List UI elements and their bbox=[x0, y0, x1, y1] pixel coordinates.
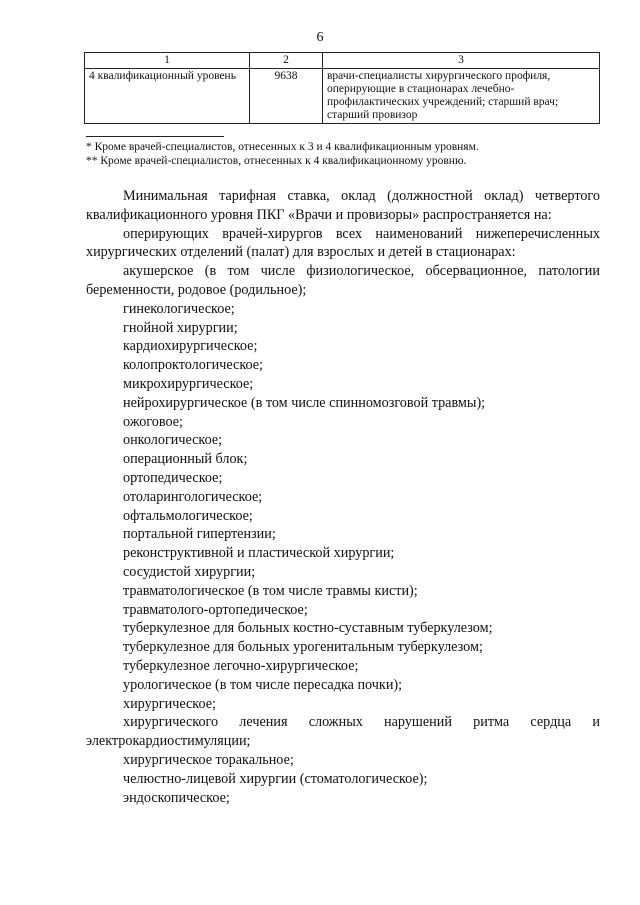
list-item: сосудистой хирургии; bbox=[123, 563, 256, 580]
list-item: туберкулезное легочно-хирургическое; bbox=[123, 657, 359, 674]
footnote: ** Кроме врачей-специалистов, отнесенных к 4 квалификационному уровню. bbox=[86, 155, 467, 167]
table-header-cell: 3 bbox=[323, 53, 600, 69]
footnote-separator bbox=[86, 136, 224, 137]
list-item: операционный блок; bbox=[123, 451, 248, 468]
list-item: урологическое (в том числе пересадка почки); bbox=[123, 676, 403, 693]
footnotes bbox=[86, 140, 606, 168]
list-item: челюстно-лицевой хирургии (стоматологическое); bbox=[123, 770, 428, 787]
table-row bbox=[85, 69, 600, 124]
table-header-cell: 2 bbox=[250, 53, 323, 69]
list-item: нейрохирургическое (в том числе спинномозговой травмы); bbox=[123, 394, 486, 411]
list-item: ортопедическое; bbox=[123, 469, 223, 486]
list-item: гинекологическое; bbox=[123, 300, 235, 317]
table-header-row bbox=[85, 53, 600, 69]
list-item: хирургическое торакальное; bbox=[123, 751, 294, 768]
department-list bbox=[86, 262, 600, 807]
list-item: микрохирургическое; bbox=[123, 375, 254, 392]
list-item: онкологическое; bbox=[123, 432, 223, 449]
list-item: офтальмологическое; bbox=[123, 507, 253, 524]
list-item: ожоговое; bbox=[123, 413, 183, 430]
qualification-description-cell: врачи-специалисты хирургического профиля, оперирующие в стационарах лечебно-профилактических учреждений; старший врач; старший провизор bbox=[323, 69, 600, 124]
list-item: портальной гипертензии; bbox=[123, 526, 276, 543]
list-item: туберкулезное для больных урогенитальным туберкулезом; bbox=[123, 639, 483, 656]
page-number: 6 bbox=[316, 30, 324, 45]
list-item: туберкулезное для больных костно-суставным туберкулезом; bbox=[123, 620, 493, 637]
footnote: * Кроме врачей-специалистов, отнесенных к 3 и 4 квалификационным уровням. bbox=[86, 141, 479, 153]
qualification-table bbox=[84, 52, 600, 124]
paragraph: Минимальная тарифная ставка, оклад (должностной оклад) четвертого квалификационного уровня ПКГ «Врачи и провизоры» распространяется на: bbox=[86, 188, 600, 223]
list-item: травматолого-ортопедическое; bbox=[123, 601, 308, 618]
document-body bbox=[86, 187, 600, 807]
paragraph: оперирующих врачей-хирургов всех наименований нижеперечисленных хирургических отделений (палат) для взрослых и детей в стационарах: bbox=[86, 225, 600, 261]
list-item: хирургического лечения сложных нарушений ритма сердца и электрокардиостимуляции; bbox=[86, 714, 600, 750]
list-item: колопроктологическое; bbox=[123, 357, 264, 374]
table-header-cell: 1 bbox=[85, 53, 250, 69]
qualification-code-cell: 9638 bbox=[250, 69, 323, 124]
list-item: эндоскопическое; bbox=[123, 789, 230, 806]
list-item: кардиохирургическое; bbox=[123, 338, 258, 355]
list-item: хирургическое; bbox=[123, 695, 216, 712]
list-item: травматологическое (в том числе травмы кисти); bbox=[123, 582, 418, 599]
list-item: гнойной хирургии; bbox=[123, 319, 238, 336]
list-item: акушерское (в том числе физиологическое, обсервационное, патологии беременности, родовое (родильное); bbox=[86, 263, 600, 298]
list-item: реконструктивной и пластической хирургии; bbox=[123, 545, 395, 562]
qualification-level-cell: 4 квалификационный уровень bbox=[85, 69, 250, 124]
list-item: отоларингологическое; bbox=[123, 488, 263, 505]
